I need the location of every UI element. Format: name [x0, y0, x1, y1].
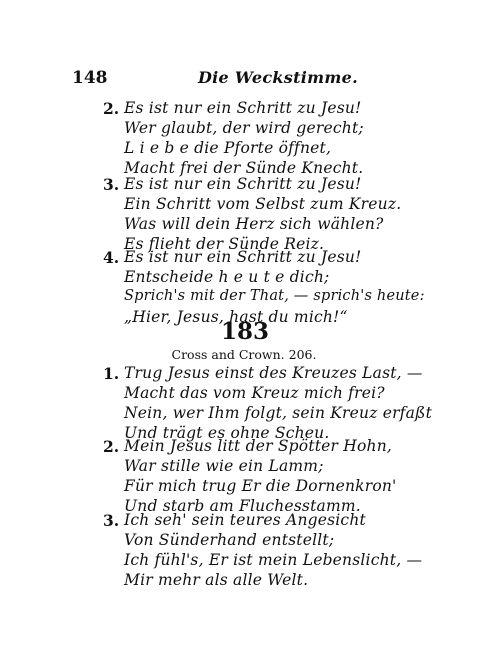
verse-line: Und starb am Fluchesstamm.	[124, 497, 361, 515]
verse-line: Nein, wer Ihm folgt, sein Kreuz erfaßt	[124, 404, 433, 422]
verse-line: Mir mehr als alle Welt.	[124, 571, 309, 589]
hymn-number: 183	[220, 318, 269, 345]
verse-line: Sprich's mit der That, — sprich's heute:	[124, 288, 425, 304]
verse-line: Für mich trug Er die Dornenkron'	[124, 477, 397, 495]
verse-line: Macht frei der Sünde Knecht.	[124, 159, 364, 177]
verse-number: 4.	[103, 248, 120, 267]
tune-reference: Cross and Crown. 206.	[171, 347, 317, 362]
verse-line: „Hier, Jesus, hast du mich!“	[124, 308, 348, 326]
verse-line: Es flieht der Sünde Reiz.	[124, 235, 325, 253]
verse-line: Mein Jesus litt der Spötter Hohn,	[124, 437, 393, 455]
verse-line: Es ist nur ein Schritt zu Jesu!	[124, 175, 362, 193]
verse-line: Ein Schritt vom Selbst zum Kreuz.	[124, 195, 402, 213]
verse-line: Und trägt es ohne Scheu.	[124, 424, 330, 442]
verse-line: Ich fühl's, Er ist mein Lebenslicht, —	[124, 551, 423, 569]
verse-line: Ich seh' sein teures Angesicht	[124, 511, 366, 529]
verse-line: Entscheide h e u t e dich;	[124, 268, 330, 286]
verse-line: War stille wie ein Lamm;	[124, 457, 324, 475]
verse-number: 2.	[103, 437, 120, 456]
page-number: 148	[72, 68, 108, 88]
verse-line: L i e b e die Pforte öffnet,	[124, 139, 332, 157]
verse-line: Es ist nur ein Schritt zu Jesu!	[124, 248, 362, 266]
verse-line: Macht das vom Kreuz mich frei?	[124, 384, 385, 402]
verse-line: Trug Jesus einst des Kreuzes Last, —	[124, 364, 423, 382]
verse-number: 2.	[103, 99, 120, 118]
verse-line: Wer glaubt, der wird gerecht;	[124, 119, 364, 137]
verse-line: Was will dein Herz sich wählen?	[124, 215, 384, 233]
verse-line: Es ist nur ein Schritt zu Jesu!	[124, 99, 362, 117]
verse-number: 3.	[103, 175, 120, 194]
running-title: Die Weckstimme.	[198, 68, 358, 87]
page-header	[0, 68, 480, 92]
verse-number: 3.	[103, 511, 120, 530]
verse-number: 1.	[103, 364, 120, 383]
verse-line: Von Sünderhand entstellt;	[124, 531, 335, 549]
